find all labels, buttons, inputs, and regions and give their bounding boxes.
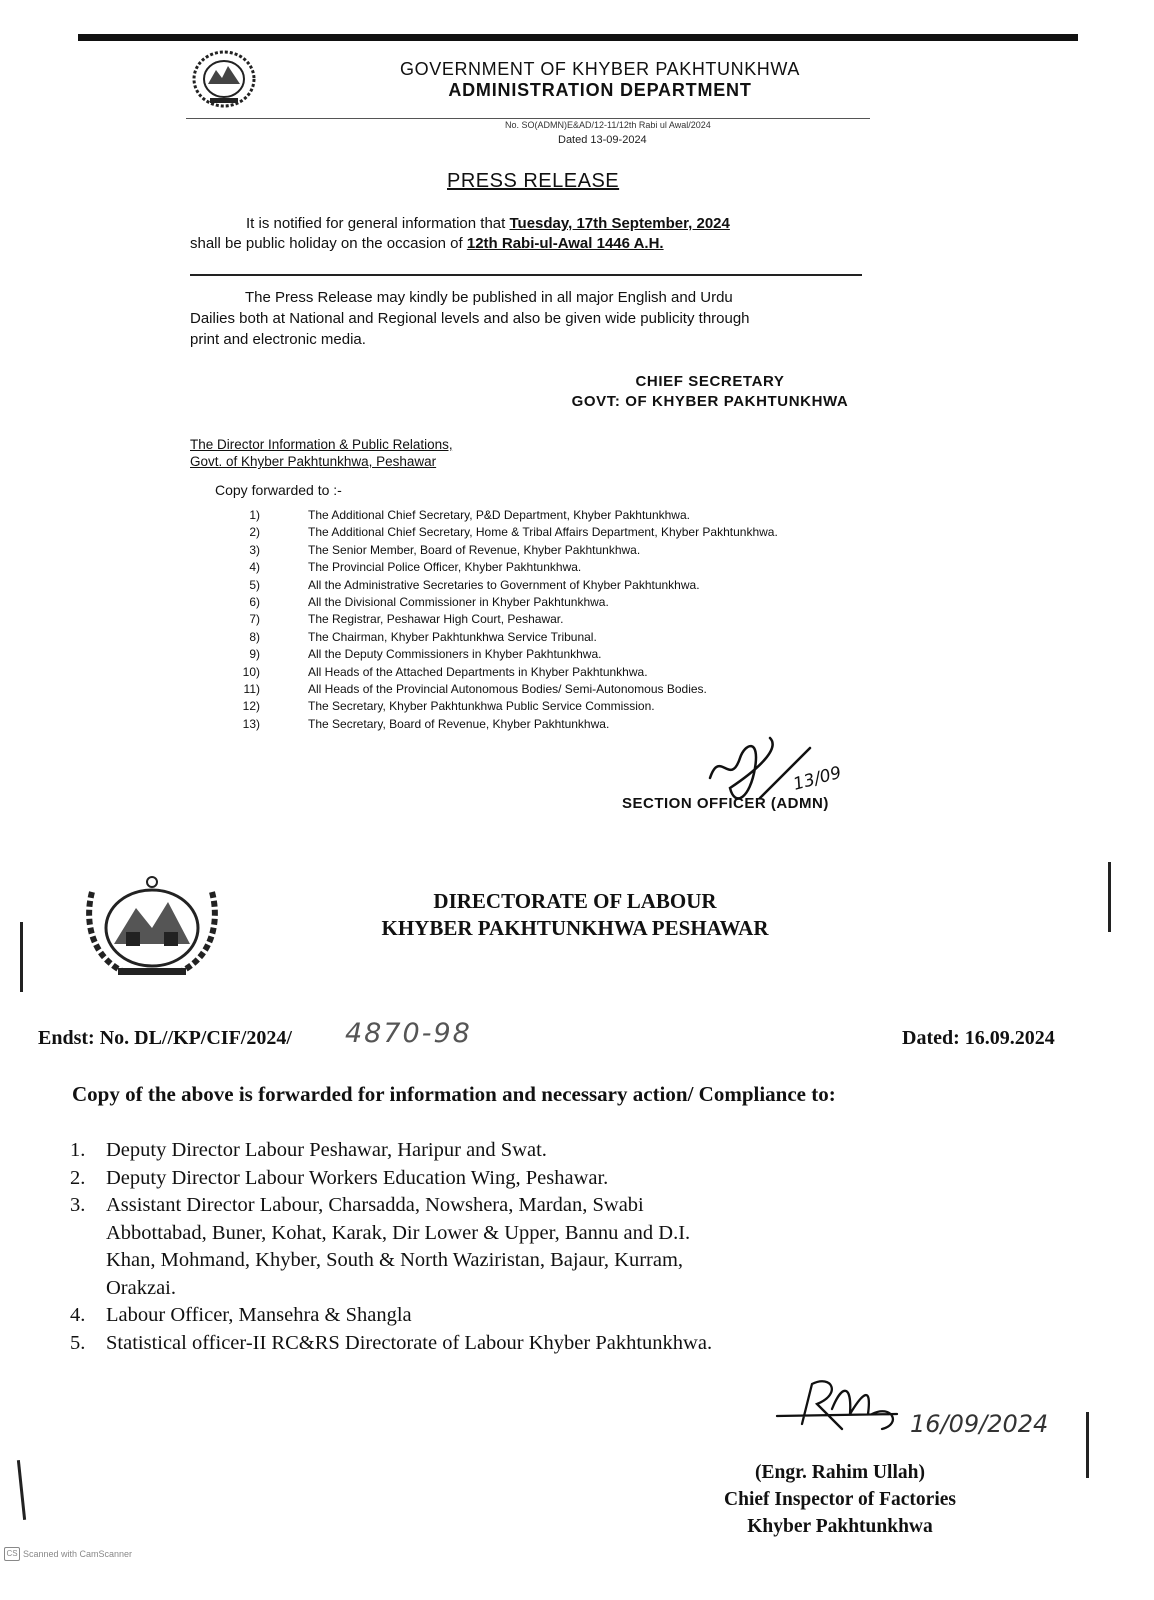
list-item: 3) The Senior Member, Board of Revenue, Khyber Pakhtunkhwa. <box>249 542 641 557</box>
list-item: 2) The Additional Chief Secretary, Home & Tribal Affairs Department, Khyber Pakhtunkhwa. <box>249 525 778 540</box>
signatory-org: GOVT: OF KHYBER PAKHTUNKHWA <box>571 393 849 410</box>
list-item: 1. Deputy Director Labour Peshawar, Haripur and Swat. <box>70 1139 547 1161</box>
signature-date: 13/09 <box>791 762 844 795</box>
addressee-line: The Director Information & Public Relations, <box>190 437 453 452</box>
directorate-name: DIRECTORATE OF LABOUR <box>433 889 717 913</box>
list-item: 6) All the Divisional Commissioner in Khyber Pakhtunkhwa. <box>249 595 609 610</box>
forward-instruction: Copy of the above is forwarded for information and necessary action/ Compliance to: <box>72 1082 836 1106</box>
copy-forwarded-list <box>232 507 778 733</box>
list-item: 4) The Provincial Police Officer, Khyber Pakhtunkhwa. <box>249 560 582 575</box>
holiday-occasion: 12th Rabi-ul-Awal 1446 A.H. <box>466 235 664 252</box>
endorsement-number: 4870-98 <box>345 1018 472 1049</box>
list-item: 9) All the Deputy Commissioners in Khyber Pakhtunkhwa. <box>249 647 602 662</box>
directorate-heading <box>300 888 850 942</box>
scanner-watermark <box>4 1547 132 1561</box>
publication-line: The Press Release may kindly be published in all major English and Urdu <box>245 289 733 306</box>
endorsement-label: Endst: No. DL//KP/CIF/2024/ <box>38 1027 292 1049</box>
addressee-line: Govt. of Khyber Pakhtunkhwa, Peshawar <box>190 454 437 469</box>
government-title: GOVERNMENT OF KHYBER PAKHTUNKHWA <box>400 59 800 79</box>
scan-mark <box>20 922 23 992</box>
signatory-title: CHIEF SECRETARY <box>635 373 785 390</box>
signatory-title: Chief Inspector of Factories <box>724 1489 956 1510</box>
notification-text-mid: shall be public holiday on the occasion of <box>190 235 467 252</box>
notification-paragraph <box>190 214 870 254</box>
scan-mark <box>17 1460 26 1520</box>
addressee <box>190 436 453 470</box>
list-item: 1) The Additional Chief Secretary, P&D Department, Khyber Pakhtunkhwa. <box>249 508 690 522</box>
paragraph-divider <box>190 274 862 276</box>
scan-mark <box>1108 862 1111 932</box>
list-item: 7) The Registrar, Peshawar High Court, Peshawar. <box>249 612 564 627</box>
chief-inspector-signatory <box>690 1459 990 1540</box>
list-item: 8) The Chairman, Khyber Pakhtunkhwa Service Tribunal. <box>249 629 597 644</box>
signatory-org: Khyber Pakhtunkhwa <box>747 1516 933 1537</box>
publication-paragraph <box>190 287 890 350</box>
chief-inspector-signature <box>772 1374 912 1444</box>
kp-government-seal-icon <box>186 48 262 110</box>
reference-number: No. SO(ADMN)E&AD/12-11/12th Rabi ul Awal/2024 <box>505 120 711 130</box>
scanner-text: Scanned with CamScanner <box>23 1549 133 1559</box>
copy-forwarded-label: Copy forwarded to :- <box>215 482 342 498</box>
holiday-date: Tuesday, 17th September, 2024 <box>509 215 730 232</box>
section-officer-title: SECTION OFFICER (ADMN) <box>622 795 829 812</box>
scan-mark <box>1086 1412 1089 1478</box>
list-item: 4. Labour Officer, Mansehra & Shangla <box>70 1304 412 1326</box>
list-item: 11) All Heads of the Provincial Autonomous Bodies/ Semi-Autonomous Bodies. <box>243 682 707 697</box>
list-item: 2. Deputy Director Labour Workers Education Wing, Peshawar. <box>70 1166 609 1189</box>
list-item: 10) All Heads of the Attached Departments in Khyber Pakhtunkhwa. <box>242 664 648 679</box>
signatory-name: (Engr. Rahim Ullah) <box>755 1462 925 1483</box>
top-rule <box>78 34 1078 41</box>
publication-line: Dailies both at National and Regional levels and also be given wide publicity through <box>190 310 750 327</box>
list-item: 12) The Secretary, Khyber Pakhtunkhwa Public Service Commission. <box>242 699 655 714</box>
list-item: 5. Statistical officer-II RC&RS Directorate of Labour Khyber Pakhtunkhwa. <box>70 1331 713 1354</box>
chief-secretary-signatory <box>560 372 860 412</box>
department-title: ADMINISTRATION DEPARTMENT <box>448 80 752 100</box>
list-item: 13) The Secretary, Board of Revenue, Khyber Pakhtunkhwa. <box>242 716 610 731</box>
endorsement-date: Dated: 16.09.2024 <box>902 1027 1055 1049</box>
signature-date: 16/09/2024 <box>910 1410 1049 1438</box>
list-item: 5) All the Administrative Secretaries to Government of Khyber Pakhtunkhwa. <box>249 577 700 592</box>
list-item: 3. Assistant Director Labour, Charsadda, Nowshera, Mardan, Swabi Abbottabad, Buner, Kohat, Karak, Dir Lower & Upper, Bannu and D.I. Khan, Mohmand, Khyber, South & North Waziristan, Bajaur, Kurram, Orakzai. <box>70 1194 691 1299</box>
directorate-labour-emblem-icon <box>78 872 226 980</box>
issue-date: Dated 13-09-2024 <box>558 134 647 146</box>
notification-text-start: It is notified for general information that <box>246 215 510 232</box>
press-release-title: PRESS RELEASE <box>447 170 620 192</box>
header-divider <box>186 118 870 119</box>
compliance-list <box>70 1137 830 1357</box>
camscanner-icon: CS <box>4 1547 20 1561</box>
publication-line: print and electronic media. <box>190 331 366 348</box>
directorate-location: KHYBER PAKHTUNKHWA PESHAWAR <box>381 916 769 940</box>
